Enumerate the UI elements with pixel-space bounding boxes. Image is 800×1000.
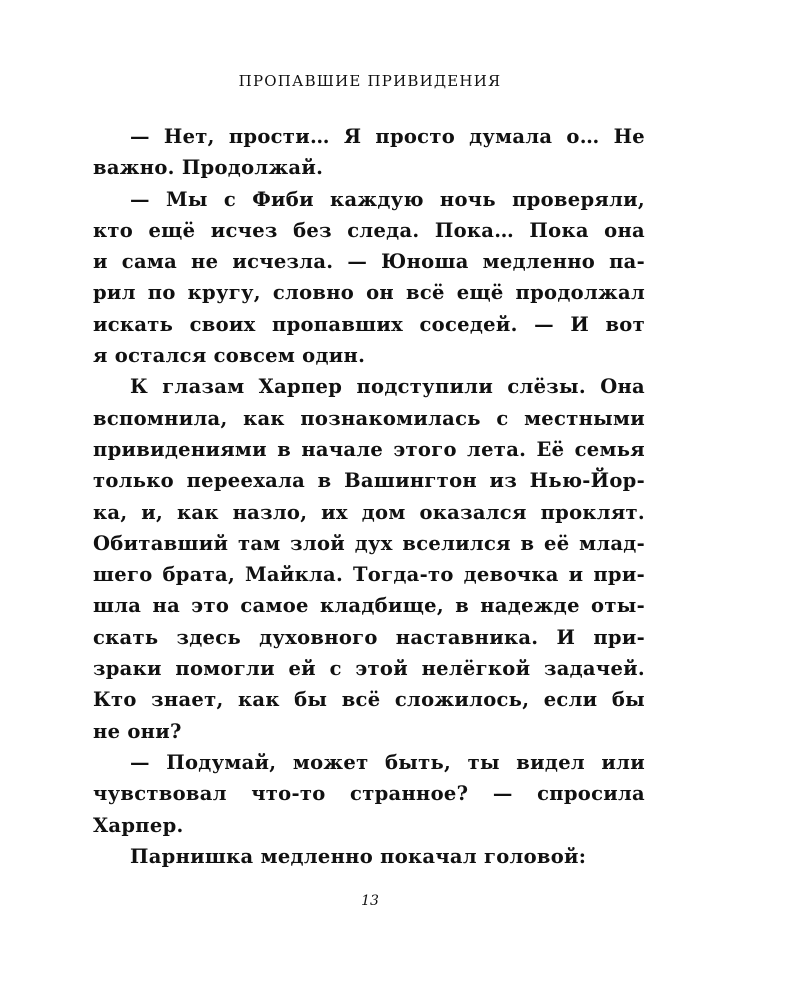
text-line: чувствовал что-то странное? — спросила (93, 782, 645, 806)
text-line: зраки помогли ей с этой нелёгкой задачей. (93, 657, 645, 681)
text-line: Кто знает, как бы всё сложилось, если бы (93, 688, 645, 712)
text-line: рил по кругу, словно он всё ещё продолжал (93, 281, 645, 305)
text-line: скать здесь духовного наставника. И при- (93, 625, 645, 649)
text-line: привидениями в начале этого лета. Её семья (93, 437, 645, 461)
text-line: шего брата, Майкла. Тогда-то девочка и при- (93, 563, 645, 587)
running-head-title: ПРОПАВШИЕ ПРИВИДЕНИЯ (238, 72, 502, 90)
text-line: К глазам Харпер подступили слёзы. Она (130, 375, 645, 399)
text-line: ка, и, как назло, их дом оказался проклят. (93, 500, 645, 524)
page-number: 13 (361, 893, 379, 909)
text-line: не они? (93, 719, 182, 743)
text-line: — Нет, прости… Я просто думала о… Не (130, 125, 645, 148)
text-line: — Мы с Фиби каждую ночь проверяли, (130, 187, 645, 211)
text-line: Харпер. (93, 813, 184, 837)
text-line: только переехала в Вашингтон из Нью-Йор- (93, 469, 645, 493)
text-line: — Подумай, может быть, ты видел или (130, 750, 645, 774)
text-line: искать своих пропавших соседей. — И вот (93, 312, 645, 336)
text-line: важно. Продолжай. (93, 156, 324, 180)
body-text (93, 121, 645, 872)
text-line: вспомнила, как познакомилась с местными (93, 406, 645, 430)
text-line: шла на это самое кладбище, в надежде оты- (93, 594, 645, 618)
text-line: кто ещё исчез без следа. Пока… Пока она (93, 218, 645, 242)
text-line: Обитавший там злой дух вселился в её млад- (93, 531, 645, 555)
text-line: и сама не исчезла. — Юноша медленно па- (93, 250, 645, 274)
text-line: я остался совсем один. (93, 344, 366, 368)
text-line: Парнишка медленно покачал головой: (130, 844, 587, 868)
